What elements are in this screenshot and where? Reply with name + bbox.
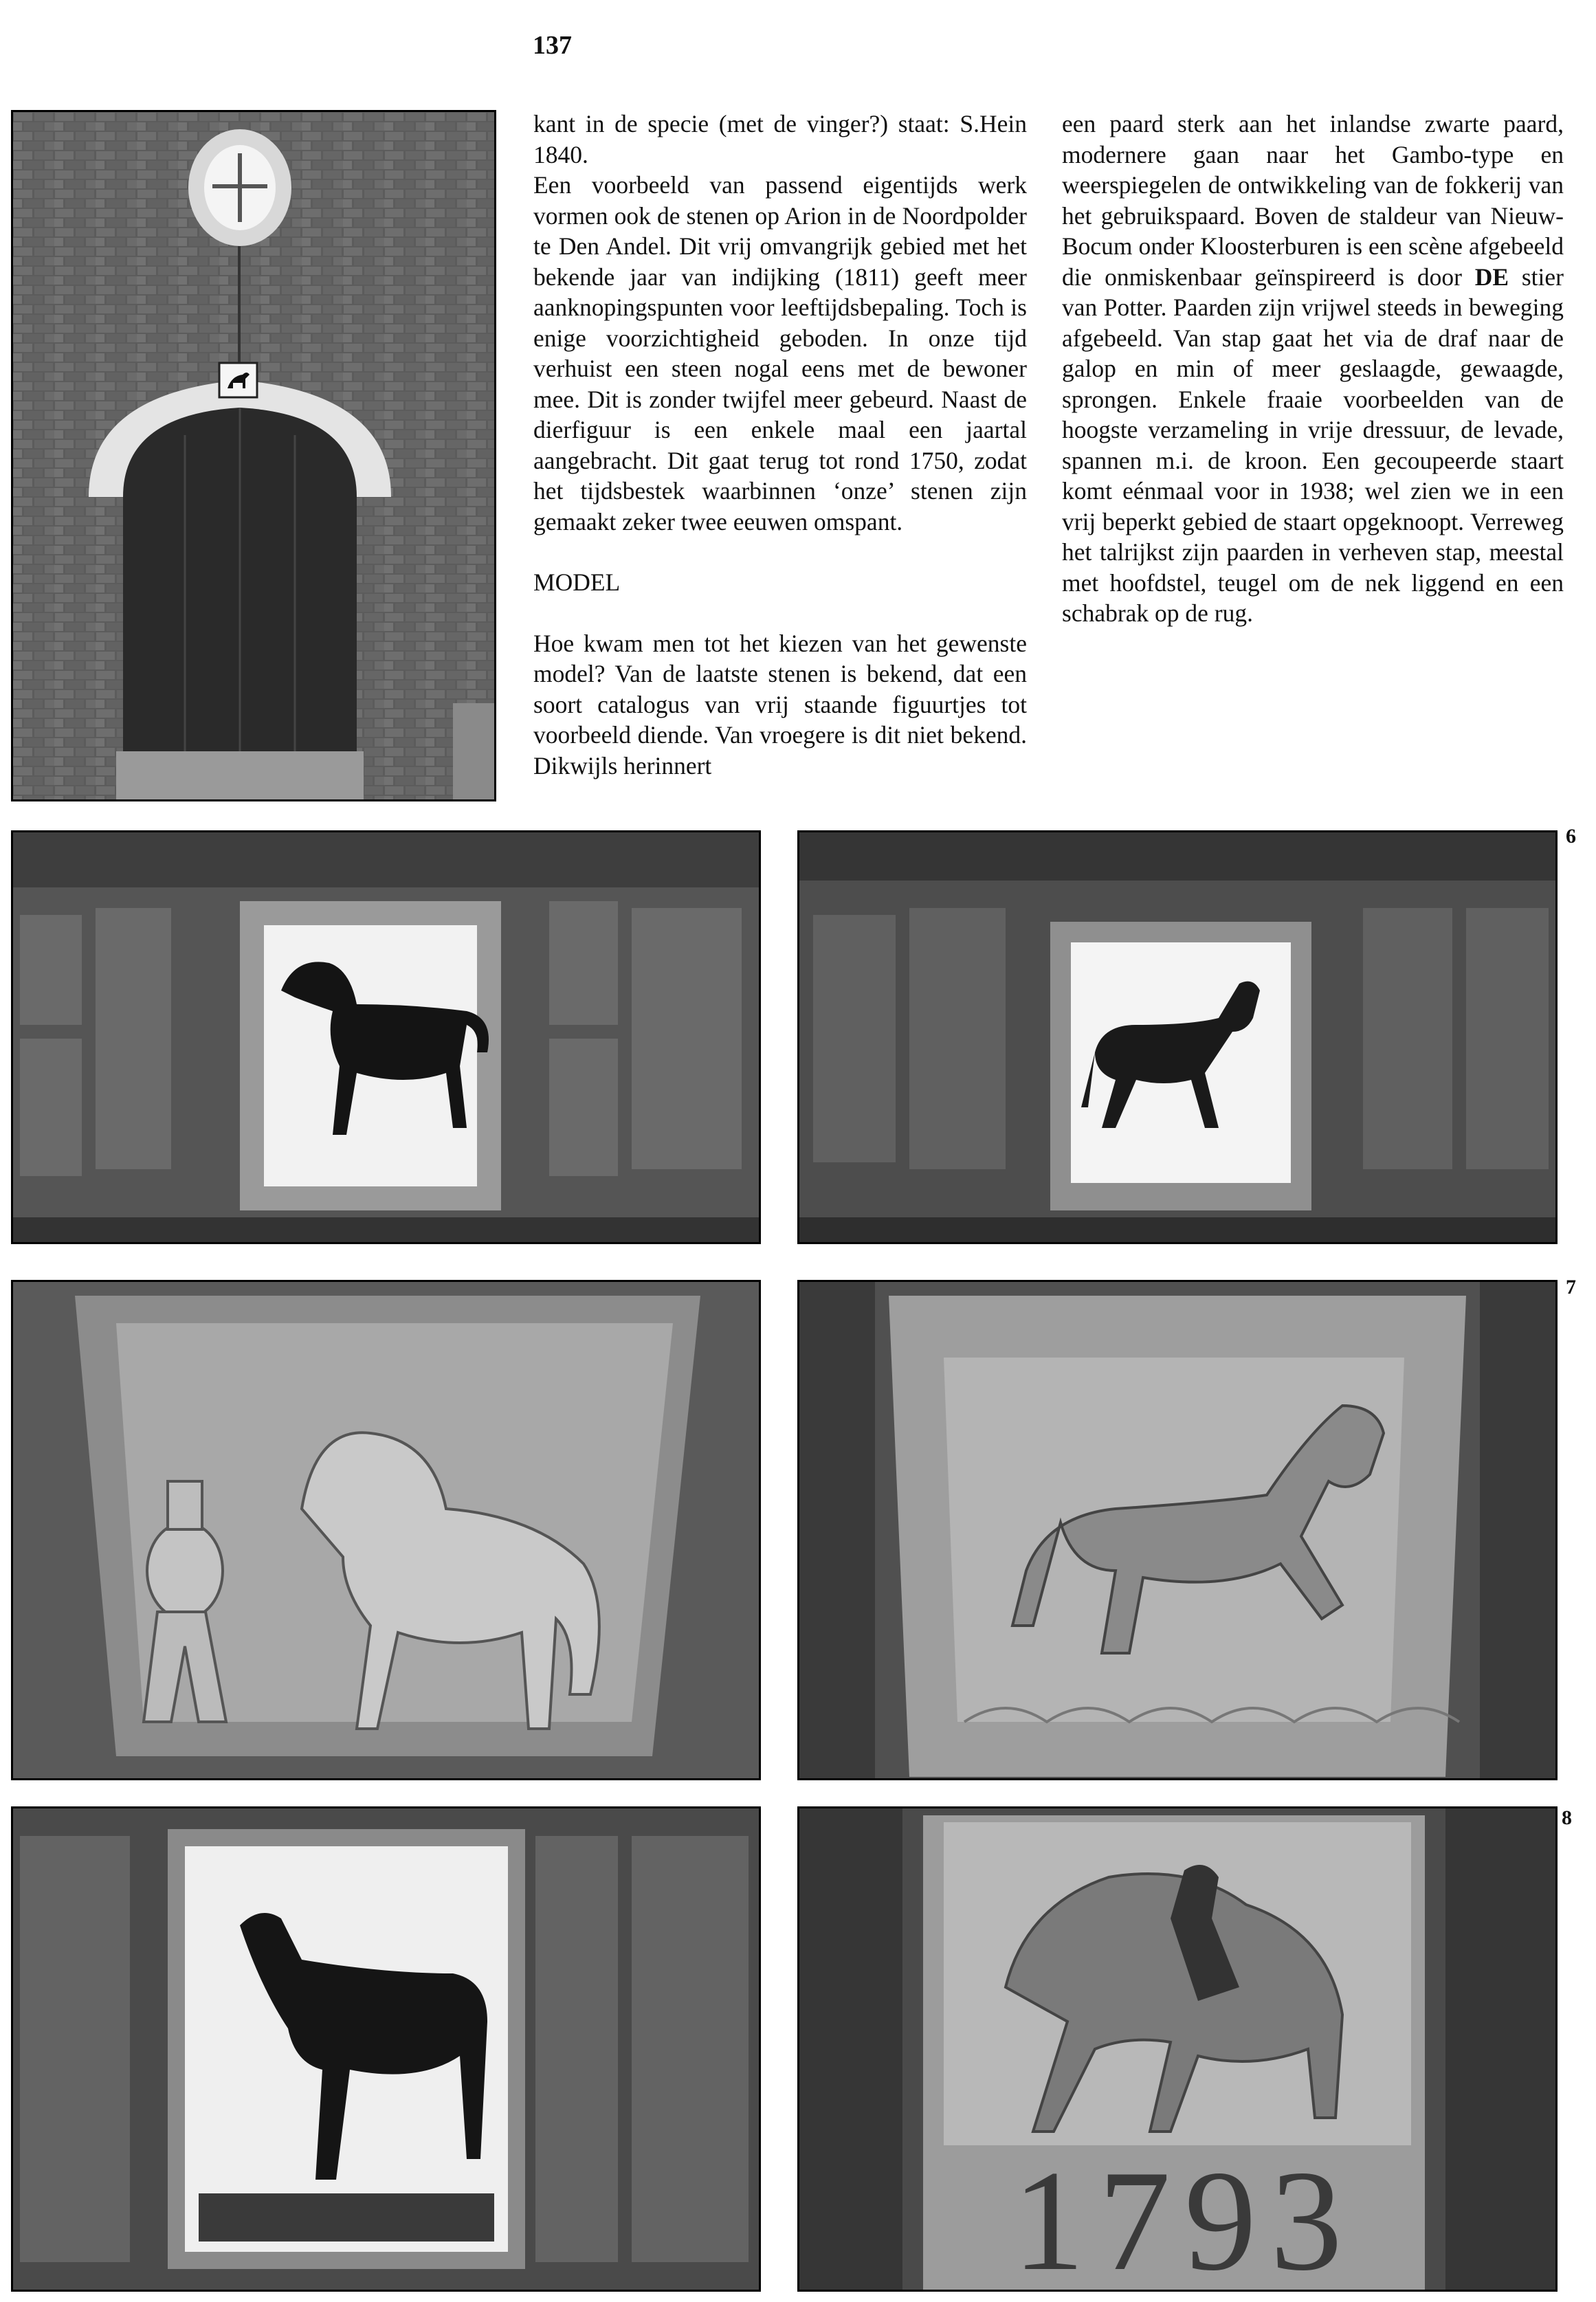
page-number: 137: [533, 31, 572, 60]
paragraph: Een voorbeeld van passend eigentijds werk vormen ook de stenen op Arion in de Noordpolder te Den Andel. Dit vrij omvangrijk gebied met het bekende jaar van indijking (1811) geeft meer aanknopingspunten voor leeftijdsbepaling. Toch is enige voorzichtigheid geboden. In onze tijd verhuist een steen nogal eens met de bewoner mee. Dit is zonder twijfel meer gebeurd. Naast de dierfiguur is een enkele maal een jaartal aangebracht. Dit gaat terug tot rond 1750, zodat het tijdsbestek waarbinnen ‘onze’ stenen zijn gemaakt zeker twee eeuwen omspant.: [533, 171, 1027, 535]
paragraph: [1062, 109, 1564, 629]
paragraph: Hoe kwam men tot het kiezen van het gewenste model? Van de laatste stenen is bekend, dat een soort catalogus van vrij staande figuurtjes tot voorbeeld diende. Van vroegere is dit niet bekend. Dikwijls herinnert: [533, 629, 1027, 779]
text-span: stier van Potter. Paarden zijn vrijwel steeds in beweging afgebeeld. Van stap gaat het via de draf naar de galop en min of meer geslaagde, gewaagde, sprongen. Enkele fraaie voorbeelden van de hoogste verzameling in vrije dressuur, de levade, spannen m.i. de kroon. Een gecoupeerde staart komt eénmaal voor in 1938; wel zien we in een vrij beperkt gebied de staart opgeknoopt. Verreweg het talrijkst zijn paarden in verheven stap, meestal met hoofdstel, teugel om de nek liggend en een schabrak op de rug.: [1062, 263, 1564, 627]
figure-number: 8: [1562, 1806, 1572, 1829]
photo-barn-door: [11, 110, 496, 801]
bold-text: DE: [1474, 263, 1509, 291]
photo-horse-stone-5: [11, 1806, 761, 2292]
stone-year: 1793: [1012, 2141, 1356, 2290]
paragraph: kant in de specie (met de vinger?) staat: S.Hein 1840.: [533, 110, 1027, 168]
section-heading: MODEL: [533, 568, 621, 596]
photo-horse-stone-7: [797, 1280, 1558, 1780]
photo-horse-stone-1: [11, 830, 761, 1244]
text-column-middle: [533, 109, 1027, 781]
figure-number: 6: [1566, 825, 1576, 848]
photo-horse-stone-6: [797, 830, 1558, 1244]
text-span: een paard sterk aan het inlandse zwarte paard, modernere gaan naar het Gambo-type en weerspiegelen de ontwikkeling van de fokkerij van het gebruikspaard. Boven de staldeur van Nieuw-Bocum onder Kloosterburen is een scène afgebeeld die onmiskenbaar geïnspireerd is door: [1062, 110, 1564, 291]
text-column-right: [1062, 109, 1564, 629]
figure-number: 7: [1566, 1276, 1576, 1298]
photo-rider-stone-8: [797, 1806, 1558, 2292]
photo-horse-man-stone: [11, 1280, 761, 1780]
